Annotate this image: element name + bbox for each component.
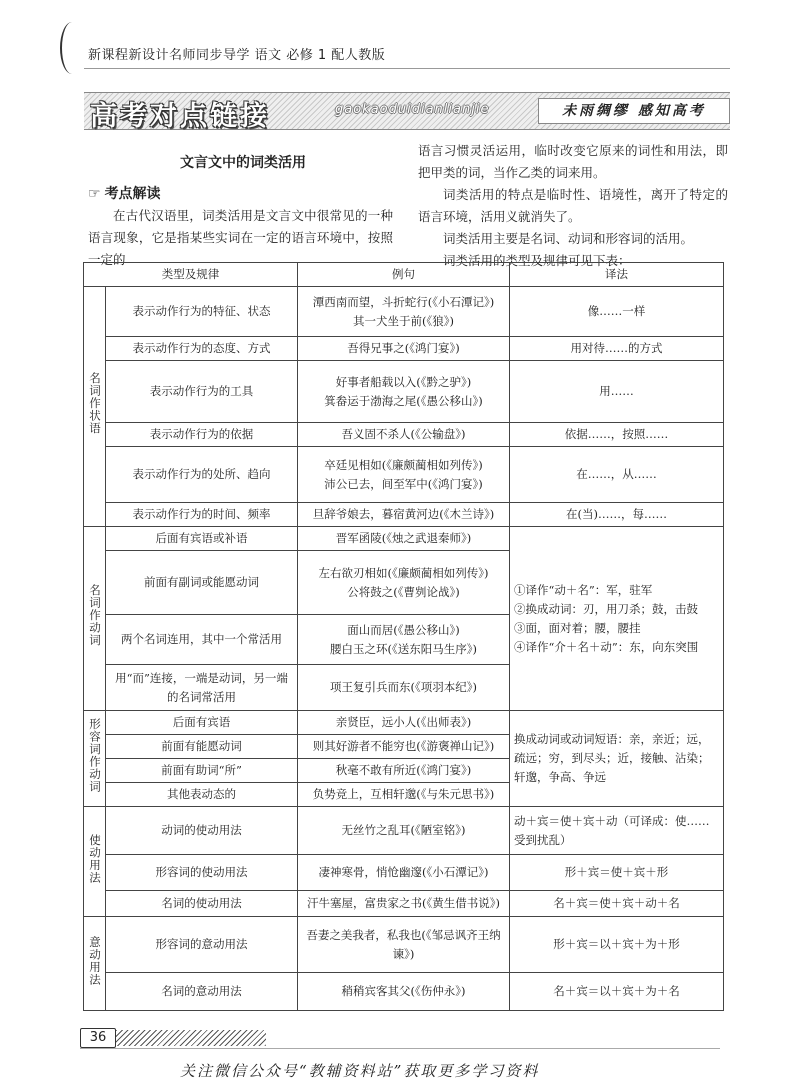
rule-cell: 动词的使动用法 — [106, 807, 298, 855]
translation-line: ②换成动词：刃，用刀杀；鼓，击鼓 — [514, 601, 698, 616]
translation-cell — [510, 527, 724, 711]
example-line: 面山而居(《愚公移山》) — [347, 622, 460, 637]
table-row — [84, 527, 724, 551]
page-number-ornament — [116, 1030, 266, 1046]
rule-cell: 表示动作行为的时间、频率 — [106, 503, 298, 527]
intro-scope: 词类活用主要是名词、动词和形容词的活用。 — [443, 231, 694, 246]
example-cell: 亲贤臣，远小人(《出师表》) — [298, 711, 510, 735]
example-line: 沛公已去，间至军中(《鸿门宴》) — [324, 476, 483, 491]
table-row — [84, 287, 724, 337]
footer-note: 关注微信公众号“教辅资料站”获取更多学习资料 — [180, 1062, 540, 1080]
rule-cell: 前面有副词或能愿动词 — [106, 551, 298, 615]
table-row — [84, 807, 724, 855]
rule-cell: 表示动作行为的态度、方式 — [106, 337, 298, 361]
example-line: 其一犬坐于前(《狼》) — [353, 313, 454, 328]
subsection-title — [88, 183, 161, 203]
example-line: 好事者船载以入(《黔之驴》) — [335, 374, 472, 389]
rule-cell: 形容词的使动用法 — [106, 855, 298, 891]
example-cell: 秋毫不敢有所近(《鸿门宴》) — [298, 759, 510, 783]
example-cell: 汗牛塞屋，富贵家之书(《黄生借书说》) — [298, 891, 510, 917]
rule-cell: 名词的使动用法 — [106, 891, 298, 917]
example-line: 公将鼓之(《曹刿论战》) — [347, 584, 460, 599]
rule-cell: 前面有能愿动词 — [106, 735, 298, 759]
table-row — [84, 503, 724, 527]
group-label-cell — [84, 527, 106, 711]
translation-cell: 在……，从…… — [510, 447, 724, 503]
translation-line: ③面，面对着；腰，腰挂 — [514, 620, 641, 635]
example-cell — [298, 447, 510, 503]
example-cell — [298, 615, 510, 665]
intro-right-column — [418, 140, 728, 272]
translation-cell: 依据……，按照…… — [510, 423, 724, 447]
banner-slogan: 未雨绸缪 感知高考 — [538, 98, 730, 124]
group-label: 形容词作动词 — [88, 718, 102, 793]
intro-continuation: 语言习惯灵活运用，临时改变它原来的词性和用法，即把甲类的词，当作乙类的词来用。 — [418, 143, 728, 180]
example-cell: 吾义固不杀人(《公输盘》) — [298, 423, 510, 447]
group-label: 使动用法 — [88, 833, 102, 884]
table-row — [84, 973, 724, 1011]
table-row — [84, 423, 724, 447]
translation-cell: 像……一样 — [510, 287, 724, 337]
banner-pinyin: gaokaoduidianlianjie — [335, 102, 490, 117]
rule-cell: 后面有宾语或补语 — [106, 527, 298, 551]
running-header: 新课程新设计名师同步导学 语文 必修 1 配人教版 — [88, 48, 386, 63]
rule-cell: 表示动作行为的工具 — [106, 361, 298, 423]
group-label: 意动用法 — [88, 935, 102, 986]
pointing-hand-icon: ☞ — [88, 186, 101, 202]
rule-cell: 表示动作行为的依据 — [106, 423, 298, 447]
rule-cell: 表示动作行为的处所、趋向 — [106, 447, 298, 503]
example-cell: 吾妻之美我者，私我也(《邹忌讽齐王纳谏》) — [298, 917, 510, 973]
example-cell — [298, 287, 510, 337]
translation-cell: 形＋宾＝使＋宾＋形 — [510, 855, 724, 891]
group-label-cell — [84, 807, 106, 917]
example-line: 左右欲刃相如(《廉颇蔺相如列传》) — [318, 565, 489, 580]
rule-cell: 两个名词连用，其中一个常活用 — [106, 615, 298, 665]
section-title: 文言文中的词类活用 — [180, 155, 306, 171]
rule-cell: 用“而”连接，一端是动词，另一端的名词常活用 — [106, 665, 298, 711]
table-row — [84, 337, 724, 361]
example-cell: 旦辞爷娘去，暮宿黄河边(《木兰诗》) — [298, 503, 510, 527]
translation-cell: 用对待……的方式 — [510, 337, 724, 361]
table-row — [84, 855, 724, 891]
translation-cell: 形＋宾＝以＋宾＋为＋形 — [510, 917, 724, 973]
example-cell — [298, 361, 510, 423]
banner-title: 高考对点链接 — [90, 101, 270, 132]
group-label: 名词作动词 — [88, 584, 102, 647]
example-cell: 晋军函陵(《烛之武退秦师》) — [298, 527, 510, 551]
group-label-cell — [84, 917, 106, 1011]
rule-cell: 形容词的意动用法 — [106, 917, 298, 973]
translation-cell: 换成动词或动词短语：亲，亲近；远，疏远；穷，到尽头；近，接触、沾染；轩邈，争高、争远 — [510, 711, 724, 807]
example-line: 潭西南而望，斗折蛇行(《小石潭记》) — [312, 294, 495, 309]
col-header-example: 例句 — [298, 263, 510, 287]
table-row — [84, 711, 724, 735]
example-cell — [298, 551, 510, 615]
translation-cell: 名＋宾＝以＋宾＋为＋名 — [510, 973, 724, 1011]
example-line: 箕畚运于渤海之尾(《愚公移山》) — [324, 393, 483, 408]
example-line: 腰白玉之环(《送东阳马生序》) — [330, 641, 477, 656]
group-label-cell — [84, 711, 106, 807]
example-cell: 负势竞上，互相轩邈(《与朱元思书》) — [298, 783, 510, 807]
group-label: 名词作状语 — [88, 372, 102, 435]
example-line: 卒廷见相如(《廉颇蔺相如列传》) — [324, 457, 483, 472]
translation-cell: 用…… — [510, 361, 724, 423]
rule-cell: 前面有助词“所” — [106, 759, 298, 783]
translation-cell: 在(当)……，每…… — [510, 503, 724, 527]
word-class-table — [83, 262, 724, 1011]
translation-cell: 动＋宾＝使＋宾＋动（可译成：使……受到扰乱） — [510, 807, 724, 855]
rule-cell: 表示动作行为的特征、状态 — [106, 287, 298, 337]
col-header-type: 类型及规律 — [84, 263, 298, 287]
intro-table-ref: 词类活用的类型及规律可见下表： — [443, 253, 631, 268]
header-rule — [84, 68, 730, 69]
rule-cell: 名词的意动用法 — [106, 973, 298, 1011]
rule-cell: 其他表动态的 — [106, 783, 298, 807]
translation-line: ④译作“介＋名＋动”：东，向东突围 — [514, 639, 699, 654]
example-cell: 吾得兄事之(《鸿门宴》) — [298, 337, 510, 361]
subsection-label: 考点解读 — [104, 186, 161, 202]
table-row — [84, 917, 724, 973]
example-cell: 项王复引兵而东(《项羽本纪》) — [298, 665, 510, 711]
table-row — [84, 447, 724, 503]
translation-line: ①译作“动＋名”：军，驻军 — [514, 582, 653, 597]
header-ornament — [60, 22, 84, 74]
footer-rule — [80, 1048, 720, 1049]
example-cell: 无丝竹之乱耳(《陋室铭》) — [298, 807, 510, 855]
example-cell: 稍稍宾客其父(《伤仲永》) — [298, 973, 510, 1011]
intro-paragraph: 在古代汉语里，词类活用是文言文中很常见的一种语言现象，它是指某些实词在一定的语言环境中，按照一定的 — [88, 208, 393, 267]
group-label-cell — [84, 287, 106, 527]
table-row — [84, 891, 724, 917]
intro-feature: 词类活用的特点是临时性、语境性，离开了特定的语言环境，活用义就消失了。 — [418, 187, 728, 224]
table-row — [84, 361, 724, 423]
example-cell: 则其好游者不能穷也(《游褒禅山记》) — [298, 735, 510, 759]
rule-cell: 后面有宾语 — [106, 711, 298, 735]
col-header-translation: 译法 — [510, 263, 724, 287]
page-number: 36 — [80, 1028, 116, 1048]
example-cell: 凄神寒骨，悄怆幽邃(《小石潭记》) — [298, 855, 510, 891]
table-header-row — [84, 263, 724, 287]
translation-cell: 名＋宾＝使＋宾＋动＋名 — [510, 891, 724, 917]
